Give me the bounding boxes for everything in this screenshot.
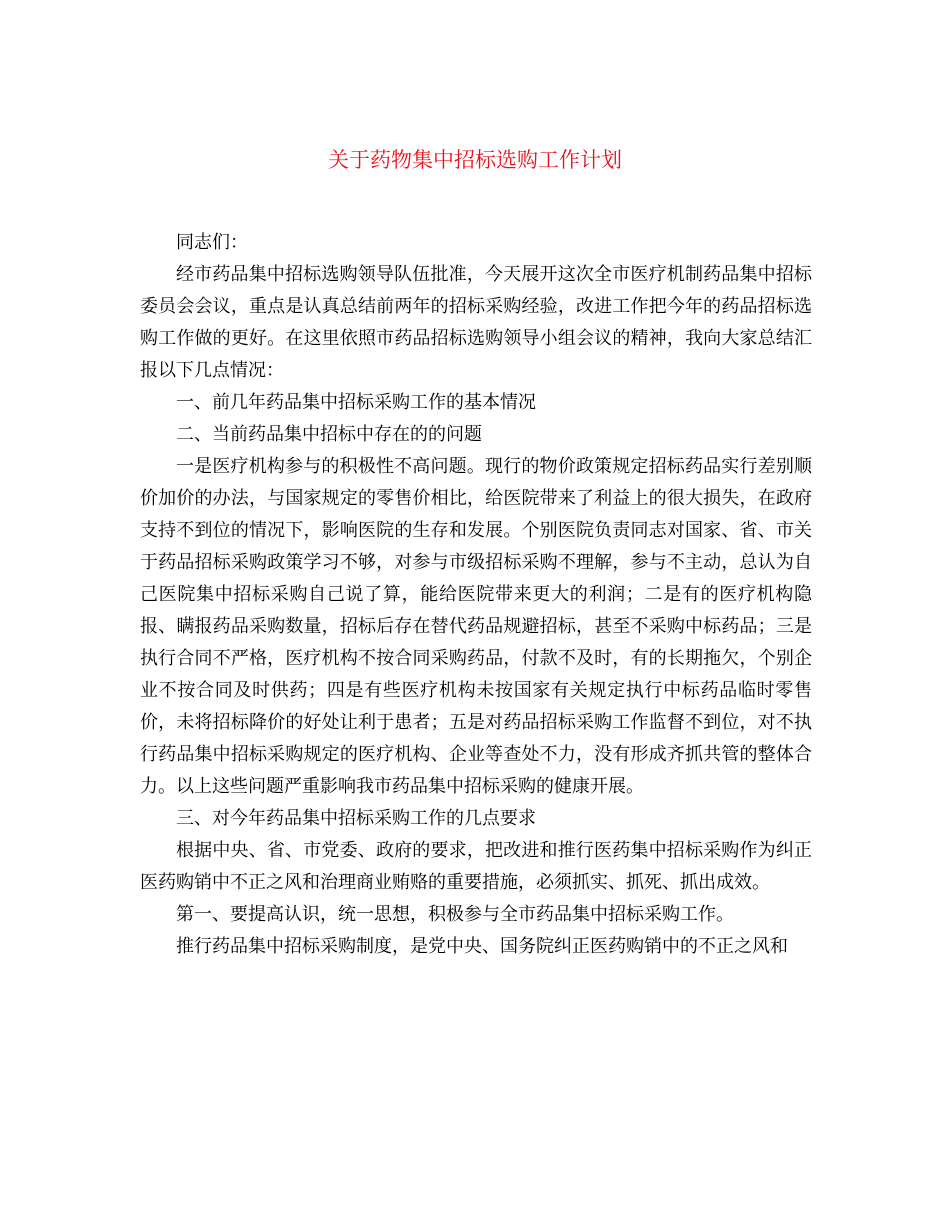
paragraph-requirements: 根据中央、省、市党委、政府的要求，把改进和推行医药集中招标采购作为纠正医药购销中不正之风和治理商业贿赂的重要措施，必须抓实、抓死、抓出成效。 xyxy=(140,840,812,893)
sub-heading-first: 第一、要提高认识，统一思想，积极参与全市药品集中招标采购工作。 xyxy=(176,904,734,925)
paragraph-continuation: 推行药品集中招标采购制度，是党中央、国务院纠正医药购销中的不正之风和 xyxy=(176,936,788,957)
section-heading-1: 一、前几年药品集中招标采购工作的基本情况 xyxy=(176,392,536,413)
section-heading-2: 二、当前药品集中招标中存在的的问题 xyxy=(176,424,482,445)
section-heading-3: 三、对今年药品集中招标采购工作的几点要求 xyxy=(176,808,536,829)
document-title: 关于药物集中招标选购工作计划 xyxy=(328,148,622,172)
paragraph-intro: 经市药品集中招标选购领导队伍批准，今天展开这次全市医疗机制药品集中招标委员会会议，重点是认真总结前两年的招标采购经验，改进工作把今年的药品招标选购工作做的更好。在这里依照市药品招标选购领导小组会议的精神，我向大家总结汇报以下几点情况： xyxy=(140,264,812,381)
salutation: 同志们： xyxy=(176,232,248,253)
paragraph-problems: 一是医疗机构参与的积极性不高问题。现行的物价政策规定招标药品实行差别顺价加价的办法，与国家规定的零售价相比，给医院带来了利益上的很大损失，在政府支持不到位的情况下，影响医院的生存和发展。个别医院负责同志对国家、省、市关于药品招标采购政策学习不够，对参与市级招标采购不理解，参与不主动，总认为自己医院集中招标采购自己说了算，能给医院带来更大的利润；二是有的医疗机构隐报、瞒报药品采购数量，招标后存在替代药品规避招标，甚至不采购中标药品；三是执行合同不严格，医疗机构不按合同采购药品，付款不及时，有的长期拖欠，个别企业不按合同及时供药；四是有些医疗机构未按国家有关规定执行中标药品临时零售价，未将招标降价的好处让利于患者；五是对药品招标采购工作监督不到位，对不执行药品集中招标采购规定的医疗机构、企业等查处不力，没有形成齐抓共管的整体合力。以上这些问题严重影响我市药品集中招标采购的健康开展。 xyxy=(140,456,812,797)
document-body xyxy=(140,227,812,963)
